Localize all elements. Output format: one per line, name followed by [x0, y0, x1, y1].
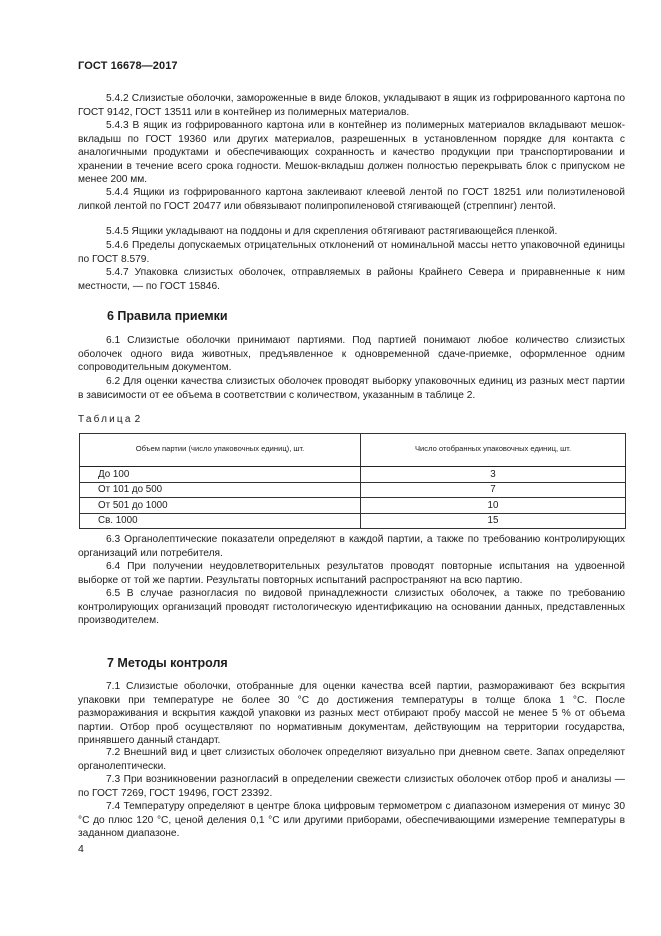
table-cell: 7: [361, 482, 626, 498]
paragraph-7-3: 7.3 При возникновении разногласий в определении свежести слизистых оболочек отбор проб и анализы — по ГОСТ 7269, ГОСТ 19496, ГОСТ 23392.: [78, 774, 625, 799]
document-header: ГОСТ 16678—2017: [78, 60, 178, 72]
table-cell: Св. 1000: [80, 513, 361, 529]
section-6-title: 6 Правила приемки: [107, 309, 228, 323]
page-number: 4: [78, 843, 84, 855]
table-row: [80, 498, 626, 514]
paragraph-5-4-7: 5.4.7 Упаковка слизистых оболочек, отправляемых в районы Крайнего Севера и приравненные к ним местности, — по ГОСТ 15846.: [78, 267, 625, 292]
paragraph-6-4: 6.4 При получении неудовлетворительных результатов проводят повторные испытания на удвоенной выборке от той же партии. Результаты повторных испытаний распространяют на всю партию.: [78, 561, 625, 586]
table-cell: 15: [361, 513, 626, 529]
paragraph-6-5: 6.5 В случае разногласия по видовой принадлежности слизистых оболочек, а также по требованию контролирующих организаций проводят гистологическую идентификацию на основании данных, представленных производителем.: [78, 588, 625, 626]
table-header-sample-count: Число отобранных упаковочных единиц, шт.: [361, 434, 626, 467]
paragraph-6-2: 6.2 Для оценки качества слизистых оболочек проводят выборку упаковочных единиц из разных мест партии в зависимости от ее объема в соответствии с количеством, указанным в таблице 2.: [78, 376, 625, 401]
paragraph-5-4-5: 5.4.5 Ящики укладывают на поддоны и для скрепления обтягивают растягивающейся пленкой.: [106, 226, 558, 237]
paragraph-5-4-2: 5.4.2 Слизистые оболочки, замороженные в виде блоков, укладывают в ящик из гофрированного картона по ГОСТ 9142, ГОСТ 13511 или в контейнер из полимерных материалов.: [78, 93, 625, 118]
paragraph-7-4: 7.4 Температуру определяют в центре блока цифровым термометром с диапазоном измерения от минус 30 °С до плюс 120 °С, ценой деления 0,1 °С или другими приборами, обеспечивающими измерение температуры в заданном диапазоне.: [78, 801, 625, 839]
table-cell: 10: [361, 498, 626, 514]
paragraph-5-4-3: 5.4.3 В ящик из гофрированного картона или в контейнер из полимерных материалов вкладывают мешок-вкладыш по ГОСТ 19360 или других материалов, разрешенных в установленном порядке для контакта с аналогичными продуктами и обеспечивающих сохранность и качество продукции при транспортировании и хранении в течение всего срока годности. Мешок-вкладыш должен полностью перекрывать блок с припуском не менее 200 мм.: [78, 120, 625, 185]
paragraph-5-4-4: 5.4.4 Ящики из гофрированного картона заклеивают клеевой лентой по ГОСТ 18251 или полиэтиленовой липкой лентой по ГОСТ 20477 или обвязывают полипропиленовой стягивающей (стреппинг) лентой.: [78, 187, 625, 212]
table-row: [80, 467, 626, 483]
paragraph-7-2: 7.2 Внешний вид и цвет слизистых оболочек определяют визуально при дневном свете. Запах определяют органолептически.: [78, 747, 625, 772]
paragraph-6-1: 6.1 Слизистые оболочки принимают партиями. Под партией понимают любое количество слизистых оболочек одного вида животных, предъявленное к одновременной сдаче-приемке, оформленное одним сопроводительным документом.: [78, 335, 625, 373]
paragraph-6-3: 6.3 Органолептические показатели определяют в каждой партии, а также по требованию контролирующих организаций или потребителя.: [78, 534, 625, 559]
section-7-title: 7 Методы контроля: [107, 656, 228, 670]
table-caption: Таблица 2: [78, 414, 141, 425]
table-2: [79, 433, 626, 529]
paragraph-5-4-6: 5.4.6 Пределы допускаемых отрицательных отклонений от номинальной массы нетто упаковочной единицы по ГОСТ 8.579.: [78, 240, 625, 265]
table-row: [80, 482, 626, 498]
table-row: [80, 513, 626, 529]
table-cell: 3: [361, 467, 626, 483]
paragraph-7-1: 7.1 Слизистые оболочки, отобранные для оценки качества всей партии, размораживают без вскрытия упаковки при температуре не более 30 °С до достижения температуры в толще блока 1 °С. После размораживания и вскрытия каждой упаковки из разных мест отбирают пробу массой не менее 5 % от объема партии. Отбор проб осуществляют по нормативным документам, действующим на территории государства, принявшего данный стандарт.: [78, 681, 625, 746]
table-cell: От 501 до 1000: [80, 498, 361, 514]
table-header-lot-size: Объем партии (число упаковочных единиц), шт.: [80, 434, 361, 467]
table-cell: От 101 до 500: [80, 482, 361, 498]
table-cell: До 100: [80, 467, 361, 483]
